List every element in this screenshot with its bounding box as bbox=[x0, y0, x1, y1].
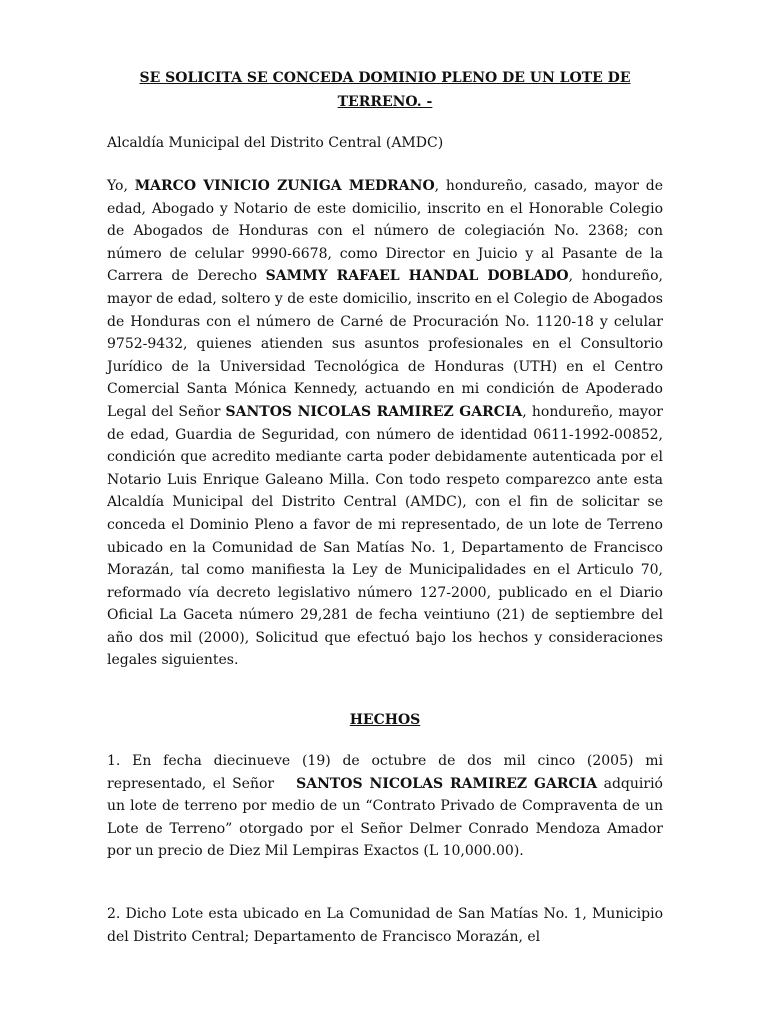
document-title-line-1: SE SOLICITA SE CONCEDA DOMINIO PLENO DE UN LOTE DE bbox=[139, 70, 631, 86]
intro-text-2: , hondureño, casado, mayor de edad, Abogado y Notario de este domicilio, inscrito en el Honorable Colegio de Abogados de Honduras con el número de colegiación No. 2368; con número de celular 9990-6678, como Director en Juicio y al Pasante de la Carrera de Derecho bbox=[107, 178, 663, 285]
fact-1-paragraph bbox=[107, 750, 663, 863]
addressee: Alcaldía Municipal del Distrito Central (AMDC) bbox=[107, 135, 444, 151]
hechos-heading: HECHOS bbox=[349, 712, 421, 728]
intern-name: SAMMY RAFAEL HANDAL DOBLADO bbox=[265, 268, 569, 285]
fact-2-paragraph bbox=[107, 903, 663, 948]
applicant-name: MARCO VINICIO ZUNIGA MEDRANO bbox=[134, 178, 435, 194]
fact-1-text-2: adquirió un lote de terreno por medio de un “Contrato Privado de Compraventa de un Lote de Terreno” otorgado por el Señor Delmer Conrado Mendoza Amador por un precio de Diez Mil Lempiras Exactos (L 10,000.00). bbox=[107, 775, 663, 860]
intro-text-3: , hondureño, mayor de edad, soltero y de este domicilio, inscrito en el Colegio de Abogados de Honduras con el número de Carné de Procuración No. 1120-18 y celular 9752-9432, quienes atienden sus asuntos profesionales en el Consultorio Jurídico de la Universidad Tecnológica de Honduras (UTH) en el Centro Comercial Santa Mónica Kennedy, actuando en mi condición de Apoderado Legal del Señor bbox=[107, 268, 663, 420]
intro-text-1: Yo, bbox=[107, 178, 135, 194]
document-title bbox=[100, 66, 670, 114]
client-name: SANTOS NICOLAS RAMIREZ GARCIA bbox=[225, 403, 523, 420]
fact-1-text-1: 1. En fecha diecinueve (19) de octubre de dos mil cinco (2005) mi representado, el Señor bbox=[107, 753, 663, 792]
fact-2-text-1: 2. Dicho Lote esta ubicado en La Comunidad de San Matías No. 1, Municipio del Distrito Central; Departamento de Francisco Morazán, el bbox=[107, 906, 663, 945]
intro-text-4: , hondureño, mayor de edad, Guardia de Seguridad, con número de identidad 0611-1992-00852, condición que acredito mediante carta poder debidamente autenticada por el Notario Luis Enrique Galeano Milla. Con todo respeto comparezco ante esta Alcaldía Municipal del Distrito Central (AMDC), con el fin de solicitar se conceda el Dominio Pleno a favor de mi representado, de un lote de Terreno ubicado en la Comunidad de San Matías No. 1, Departamento de Francisco Morazán, tal como manifiesta la Ley de Municipalidades en el Articulo 70, reformado vía decreto legislativo número 127-2000, publicado en el Diario Oficial La Gaceta número 29,281 de fecha veintiuno (21) de septiembre del año dos mil (2000), Solicitud que efectuó bajo los hechos y consideraciones legales siguientes. bbox=[107, 403, 663, 669]
document-title-line-2: TERRENO. - bbox=[337, 94, 433, 110]
intro-paragraph bbox=[107, 175, 663, 672]
fact-1-client-name: SANTOS NICOLAS RAMIREZ GARCIA bbox=[296, 775, 598, 792]
